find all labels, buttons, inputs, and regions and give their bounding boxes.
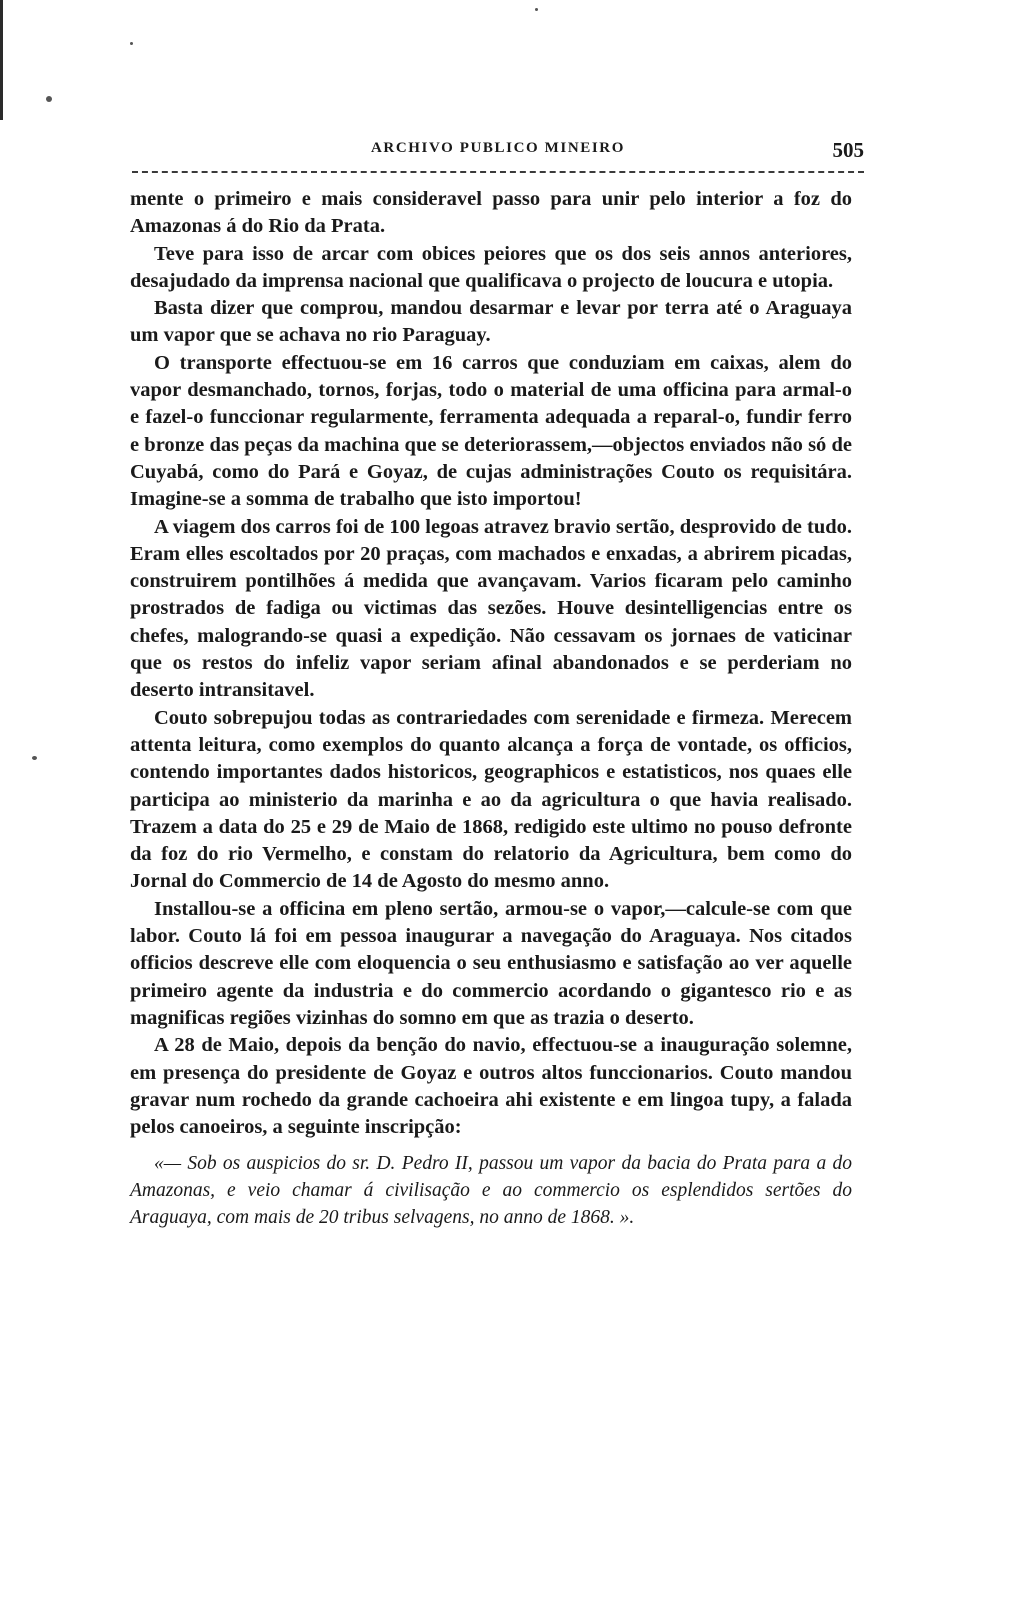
paragraph: Installou-se a officina em pleno sertão, armou-se o vapor,—calcule-se com que labor. Couto lá foi em pessoa inaugurar a navegação do Araguaya. Nos citados officios descreve elle com eloquencia o seu enthusiasmo e satisfação ao ver aquelle primeiro agente da industria e do commercio acordando o gigantesco rio e as magnificas regiões vizinhas do somno em que as trazia o deserto. bbox=[130, 897, 852, 1029]
paragraph: Couto sobrepujou todas as contrariedades com serenidade e firmeza. Merecem attenta leitura, como exemplos do quanto alcança a força de vontade, os officios, contendo importantes dados historicos, geographicos e estatisticos, nos quaes elle participa ao ministerio da marinha e ao da agricultura o que havia realisado. Trazem a data do 25 e 29 de Maio de 1868, redigido este ultimo no pouso defronte da foz do rio Vermelho, e constam do relatorio da Agricultura, bem como do Jornal do Commercio de 14 de Agosto do mesmo anno. bbox=[130, 706, 852, 893]
paragraph: O transporte effectuou-se em 16 carros que conduziam em caixas, alem do vapor desmanchado, tornos, forjas, todo o material de uma officina para armal-o e fazel-o funccionar regularmente, ferramenta adequada a reparal-o, fundir ferro e bronze das peças da machina que se deteriorassem,—objectos enviados não só de Cuyabá, como do Pará e Goyaz, de cujas administrações Couto os requisitára. Imagine-se a somma de trabalho que isto importou! bbox=[130, 351, 852, 511]
paragraph: Teve para isso de arcar com obices peiores que os dos seis annos anteriores, desajudado da imprensa nacional que qualificava o projecto de loucura e utopia. bbox=[130, 242, 852, 292]
paragraph: Basta dizer que comprou, mandou desarmar e levar por terra até o Araguaya um vapor que se achava no rio Paraguay. bbox=[130, 297, 852, 347]
scan-speck bbox=[46, 96, 52, 102]
inscription-quote: «— Sob os auspicios do sr. D. Pedro II, passou um vapor da bacia do Prata para a do Amazonas, e veio chamar á civilisação e ao commercio os esplendidos sertões do Araguaya, com mais de 20 tribus selvagens, no anno de 1868. ». bbox=[130, 1153, 852, 1229]
scan-speck bbox=[32, 756, 37, 760]
scan-speck bbox=[535, 8, 538, 11]
paragraph: mente o primeiro e mais consideravel passo para unir pelo interior a foz do Amazonas á do Rio da Prata. bbox=[130, 188, 852, 238]
page-header bbox=[132, 138, 864, 168]
page-edge-mark bbox=[0, 0, 3, 120]
body-text bbox=[130, 186, 852, 1231]
scan-speck bbox=[130, 42, 133, 45]
running-title: ARCHIVO PUBLICO MINEIRO bbox=[370, 140, 625, 156]
paragraph: A viagem dos carros foi de 100 legoas atravez bravio sertão, desprovido de tudo. Eram elles escoltados por 20 praças, com machados e enxadas, a abrirem picadas, construirem pontilhões á medida que avançavam. Varios ficaram pelo caminho prostrados de fadiga ou victimas das sezões. Houve desintelligencias entre os chefes, malogrando-se quasi a expedição. Não cessavam os jornaes de vaticinar que os restos do infeliz vapor seriam afinal abandonados e se perderiam no deserto intransitavel. bbox=[130, 515, 852, 702]
paragraph: A 28 de Maio, depois da benção do navio, effectuou-se a inauguração solemne, em presença do presidente de Goyaz e outros altos funccionarios. Couto mandou gravar num rochedo da grande cachoeira ahi existente e em lingoa tupy, a falada pelos canoeiros, a seguinte inscripção: bbox=[130, 1034, 852, 1139]
page-number: 505 bbox=[832, 138, 864, 162]
header-rule bbox=[132, 171, 864, 173]
